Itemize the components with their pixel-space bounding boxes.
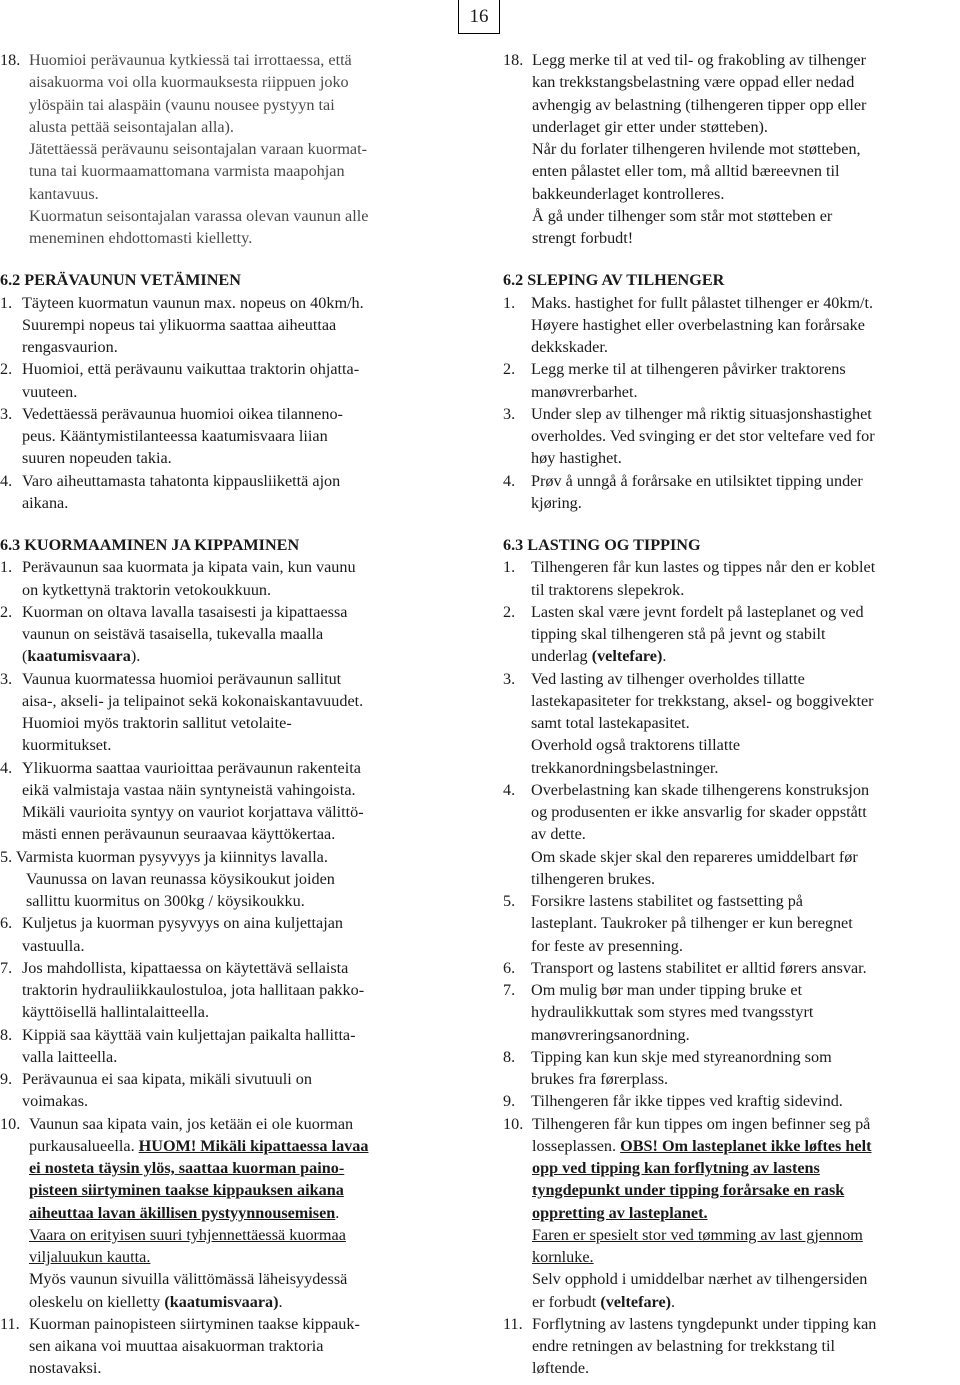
fi-6-3-item-6: 6. Kuljetus ja kuorman pysyvyys on aina kuljettajan vastuulla. [0,914,343,955]
fi-section-heading-6-2: 6.2 PERÄVAUNUN VETÄMINEN [0,271,241,290]
no-6-3-item-2: 2. Lasten skal være jevnt fordelt på lasteplanet og ved tipping skal tilhengeren stå på jevnt og stabilt underlag (veltefare). [503,602,864,666]
no-6-3-item-11: 11. Forflytning av lastens tyngdepunkt under tipping kan endre retningen av belastning for trekkstang til løftende. [503,1314,877,1378]
page-number: 16 [458,0,500,34]
fi-6-2-item-1: 1. Täyteen kuormatun vaunun max. nopeus on 40km/h. Suurempi nopeus tai ylikuorma saattaa aiheuttaa rengasvaurion. [0,293,364,356]
finnish-column [0,49,458,1380]
no-6-3-item-6: 6. Transport og lastens stabilitet er alltid førers ansvar. [503,958,867,977]
no-6-3-item-1: 1. Tilhengeren får kun lastes og tippes når den er koblet til traktorens slepekrok. [503,558,876,599]
fi-6-2-item-4: 4. Varo aiheuttamasta tahatonta kippausliikettä ajon aikana. [0,471,341,512]
fi-6-3-item-8: 8. Kippiä saa käyttää vain kuljettajan paikalta hallitta- valla laitteella. [0,1025,356,1066]
no-item-18: 18. Legg merke til at ved til- og frakobling av tilhenger kan trekkstangsbelastning være oppad eller nedad avhengig av belastning (tilhengeren tipper opp eller underlaget gir etter under støtteben). Når du forlater tilhengeren hvilende mot støtteben, enten pålastet eller tom, må alltid bæreevnen til bakkeunderlaget kontrolleres. Å gå under tilhenger som står mot støtteben er strengt forbudt! [503,51,867,247]
fi-6-3-item-7: 7. Jos mahdollista, kipattaessa on käytettävä sellaista traktorin hydrauliikkaulostuloa, jota hallitaan pakko- käyttöisellä hallintalaitteella. [0,958,365,1022]
no-section-heading-6-2: 6.2 SLEPING AV TILHENGER [503,271,725,290]
fi-6-3-item-10: 10. Vaunun saa kipata vain, jos ketään ei ole kuorman purkausalueella. HUOM! Mikäli kipattaessa lavaa ei nosteta täysin ylös, saattaa kuorman paino- pisteen siirtyminen taakse kippauksen aikana aiheuttaa lavan äkillisen pystyynnousemisen. Vaara on erityisen suuri tyhjennettäessä kuormaa viljaluukun kautta. Myös vaunun sivuilla välittömässä läheisyydessä oleskelu on kielletty (kaatumisvaara). [0,1114,369,1311]
fi-item-18: 18. Huomioi perävaunua kytkiessä tai irrottaessa, että aisakuorma voi olla kuormauksesta riippuen joko ylöspäin tai alaspäin (vaunu nousee pystyyn tai alusta pettää seisontajalan alla). Jätettäessä perävaunu seisontajalan varaan kuormat- tuna tai kuormaamattomana varmista maapohjan kantavuus. Kuormatun seisontajalan varassa olevan vaunun alle meneminen ehdottomasti kielletty. [0,51,369,247]
no-6-3-item-8: 8. Tipping kan kun skje med styreanordning som brukes fra førerplass. [503,1047,832,1088]
no-6-2-item-1: 1. Maks. hastighet for fullt pålastet tilhenger er 40km/t. Høyere hastighet eller overbelastning kan forårsake dekkskader. [503,293,874,356]
no-6-3-item-7: 7. Om mulig bør man under tipping bruke et hydraulikkuttak som styres med tvangsstyrt manøvreringsanordning. [503,981,814,1044]
fi-6-3-item-2: 2. Kuorman on oltava lavalla tasaisesti ja kipattaessa vaunun on seistävä tasaisella, tukevalla maalla (kaatumisvaara). [0,602,348,666]
fi-6-3-item-9: 9. Perävaunua ei saa kipata, mikäli sivutuuli on voimakas. [0,1070,312,1111]
no-6-3-item-10: 10. Tilhengeren får kun tippes om ingen befinner seg på losseplassen. OBS! Om lasteplanet ikke løftes helt opp ved tipping kan forflytning av lastens tyngdepunkt under tipping forårsake en rask oppretting av lasteplanet. Faren er spesielt stor ved tømming av last gjennom kornluke. Selv opphold i umiddelbar nærhet av tilhengersiden er forbudt (veltefare). [503,1114,872,1311]
no-6-2-item-3: 3. Under slep av tilhenger må riktig situasjonshastighet overholdes. Ved svinging er det stor veltefare ved for høy hastighet. [503,404,875,468]
fi-6-2-item-2: 2. Huomioi, että perävaunu vaikuttaa traktorin ohjatta- vuuteen. [0,360,360,401]
no-6-3-item-4: 4. Overbelastning kan skade tilhengerens konstruksjon og produsenten er ikke ansvarlig for skader oppstått av dette. Om skade skjer skal den repareres umiddelbart før tilhengeren brukes. [503,780,870,888]
no-section-heading-6-3: 6.3 LASTING OG TIPPING [503,536,701,554]
norwegian-column [503,49,960,1380]
fi-6-3-item-4: 4. Ylikuorma saattaa vaurioittaa perävaunun rakenteita eikä valmistaja vastaa näin syntyneistä vahingoista. Mikäli vaurioita syntyy on vauriot korjattava välittö- mästi ennen perävaunun seuraavaa käyttökertaa. [0,758,364,844]
fi-6-3-item-3: 3. Vaunua kuormatessa huomioi perävaunun sallitut aisa-, akseli- ja telipainot sekä kokonaiskantavuudet. Huomioi myös traktorin sallitut vetolaite- kuormitukset. [0,669,364,755]
no-6-3-item-9: 9. Tilhengeren får ikke tippes ved kraftig sidevind. [503,1092,843,1111]
fi-6-3-item-11: 11. Kuorman painopisteen siirtyminen taakse kippauk- sen aikana voi muuttaa aisakuorman traktoria nostavaksi. [0,1314,360,1378]
no-6-2-item-2: 2. Legg merke til at tilhengeren påvirker traktorens manøvrerbarhet. [503,360,846,401]
fi-6-2-item-3: 3. Vedettäessä perävaunua huomioi oikea tilanneno- peus. Kääntymistilanteessa kaatumisvaara liian suuren nopeuden takia. [0,404,343,468]
fi-6-3-item-1: 1. Perävaunun saa kuormata ja kipata vain, kun vaunu on kytkettynä traktorin vetokoukkuun. [0,558,356,599]
no-6-3-item-3: 3. Ved lasting av tilhenger overholdes tillatte lastekapasiteter for trekkstang, aksel- og boggivekter samt total lastekapasitet. Overhold også traktorens tillatte trekkanordningsbelastninger. [503,669,874,777]
fi-6-3-item-5: 5. Varmista kuorman pysyvyys ja kiinnitys lavalla. Vaunussa on lavan reunassa köysikoukut joiden sallittu kuormitus on 300kg / köysikoukku. [0,847,335,910]
no-6-3-item-5: 5. Forsikre lastens stabilitet og fastsetting på lasteplant. Taukroker på tilhenger er kun beregnet for feste av presenning. [503,892,853,955]
fi-section-heading-6-3: 6.3 KUORMAAMINEN JA KIPPAMINEN [0,536,300,554]
no-6-2-item-4: 4. Prøv å unngå å forårsake en utilsiktet tipping under kjøring. [503,471,863,512]
